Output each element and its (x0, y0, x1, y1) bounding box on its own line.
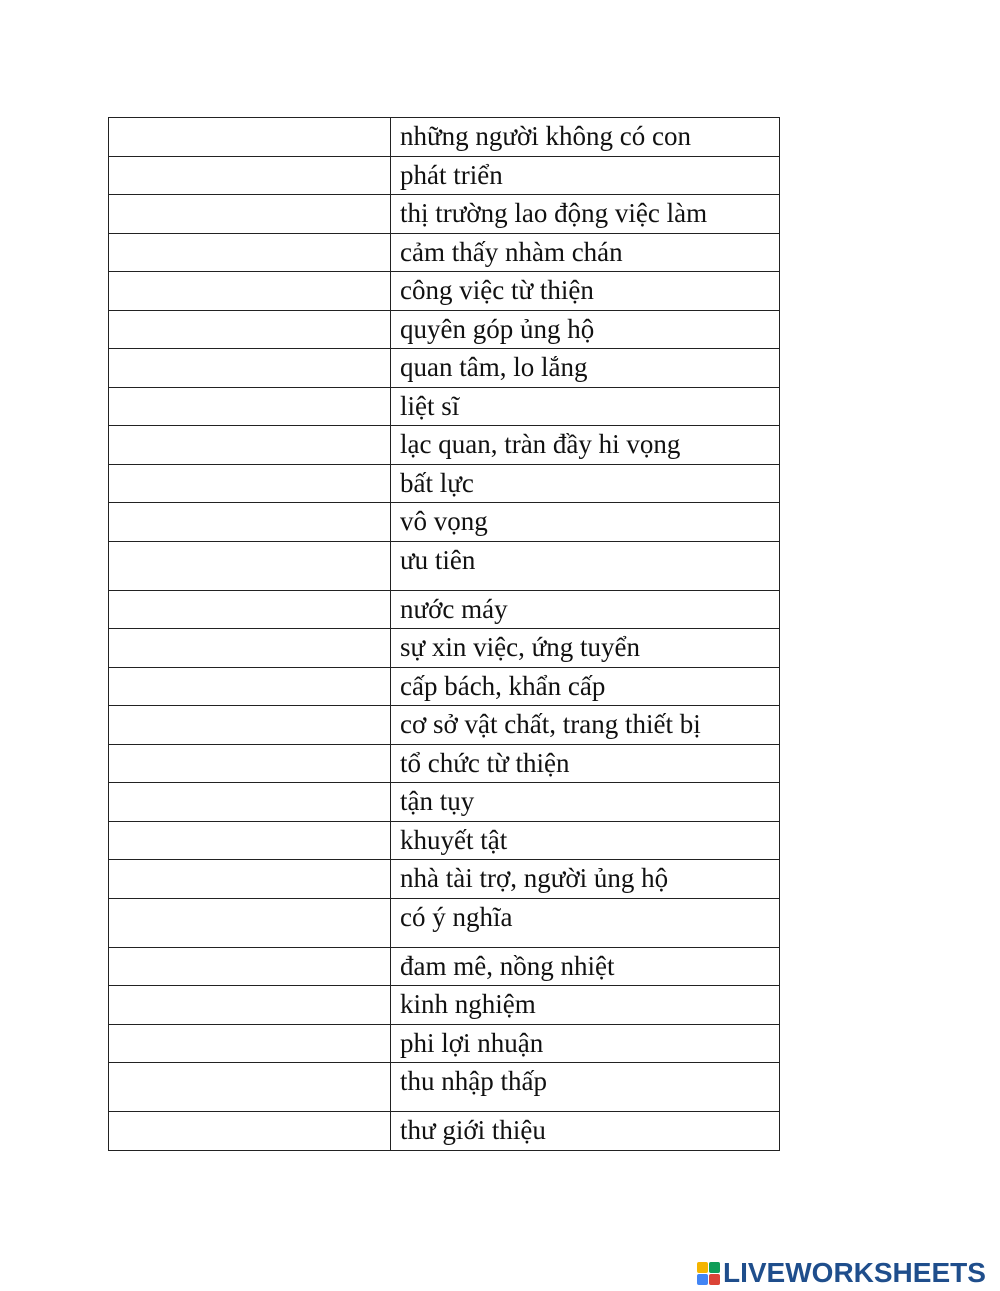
term-cell: kinh nghiệm (391, 986, 780, 1025)
answer-cell[interactable] (109, 310, 391, 349)
table-row (109, 1063, 780, 1112)
answer-cell[interactable] (109, 1063, 391, 1112)
table-row (109, 503, 780, 542)
answer-cell[interactable] (109, 118, 391, 157)
table-row (109, 156, 780, 195)
term-cell: tận tụy (391, 783, 780, 822)
term-cell: cấp bách, khẩn cấp (391, 667, 780, 706)
term-cell: vô vọng (391, 503, 780, 542)
liveworksheets-logo-icon (697, 1262, 720, 1285)
term-cell: những người không có con (391, 118, 780, 157)
term-cell: lạc quan, tràn đầy hi vọng (391, 426, 780, 465)
answer-cell[interactable] (109, 986, 391, 1025)
answer-cell[interactable] (109, 503, 391, 542)
term-cell: bất lực (391, 464, 780, 503)
answer-cell[interactable] (109, 426, 391, 465)
answer-cell[interactable] (109, 541, 391, 590)
answer-cell[interactable] (109, 156, 391, 195)
table-row (109, 744, 780, 783)
table-row (109, 541, 780, 590)
table-row (109, 387, 780, 426)
answer-cell[interactable] (109, 783, 391, 822)
term-cell: cảm thấy nhàm chán (391, 233, 780, 272)
brand-name: LIVEWORKSHEETS (723, 1257, 986, 1288)
answer-cell[interactable] (109, 464, 391, 503)
answer-cell[interactable] (109, 1024, 391, 1063)
table-row (109, 898, 780, 947)
term-cell: thư giới thiệu (391, 1112, 780, 1151)
table-row (109, 860, 780, 899)
table-row (109, 986, 780, 1025)
answer-cell[interactable] (109, 233, 391, 272)
table-row (109, 310, 780, 349)
answer-cell[interactable] (109, 667, 391, 706)
answer-cell[interactable] (109, 387, 391, 426)
table-row (109, 783, 780, 822)
term-cell: thu nhập thấp (391, 1063, 780, 1112)
answer-cell[interactable] (109, 947, 391, 986)
term-cell: phi lợi nhuận (391, 1024, 780, 1063)
term-cell: quan tâm, lo lắng (391, 349, 780, 388)
answer-cell[interactable] (109, 898, 391, 947)
term-cell: công việc từ thiện (391, 272, 780, 311)
answer-cell[interactable] (109, 706, 391, 745)
table-row (109, 947, 780, 986)
term-cell: tổ chức từ thiện (391, 744, 780, 783)
answer-cell[interactable] (109, 821, 391, 860)
table-row (109, 706, 780, 745)
term-cell: có ý nghĩa (391, 898, 780, 947)
table-row (109, 590, 780, 629)
answer-cell[interactable] (109, 195, 391, 234)
term-cell: đam mê, nồng nhiệt (391, 947, 780, 986)
term-cell: liệt sĩ (391, 387, 780, 426)
answer-cell[interactable] (109, 1112, 391, 1151)
table-row (109, 821, 780, 860)
term-cell: khuyết tật (391, 821, 780, 860)
term-cell: thị trường lao động việc làm (391, 195, 780, 234)
table-row (109, 272, 780, 311)
liveworksheets-brand (697, 1257, 986, 1289)
answer-cell[interactable] (109, 744, 391, 783)
term-cell: cơ sở vật chất, trang thiết bị (391, 706, 780, 745)
term-cell: quyên góp ủng hộ (391, 310, 780, 349)
term-cell: nước máy (391, 590, 780, 629)
table-row (109, 629, 780, 668)
table-row (109, 1024, 780, 1063)
answer-cell[interactable] (109, 590, 391, 629)
table-row (109, 464, 780, 503)
answer-cell[interactable] (109, 272, 391, 311)
table-row (109, 233, 780, 272)
table-row (109, 667, 780, 706)
term-cell: ưu tiên (391, 541, 780, 590)
term-cell: sự xin việc, ứng tuyển (391, 629, 780, 668)
vocabulary-table (108, 117, 780, 1151)
table-row (109, 1112, 780, 1151)
term-cell: nhà tài trợ, người ủng hộ (391, 860, 780, 899)
table-row (109, 118, 780, 157)
answer-cell[interactable] (109, 860, 391, 899)
table-row (109, 195, 780, 234)
table-row (109, 349, 780, 388)
table-row (109, 426, 780, 465)
term-cell: phát triển (391, 156, 780, 195)
answer-cell[interactable] (109, 629, 391, 668)
answer-cell[interactable] (109, 349, 391, 388)
